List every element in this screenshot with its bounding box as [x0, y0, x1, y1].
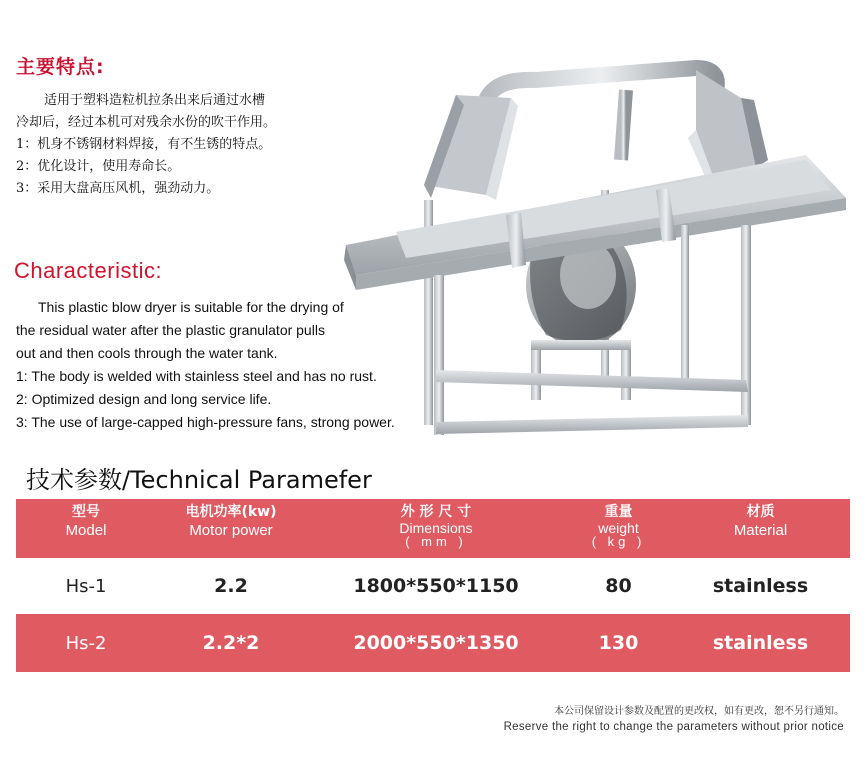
features-en-item-3: 3: The use of large-capped high-pressure fans, strong power.: [16, 414, 395, 430]
spec-table-title: 技术参数/Technical Paramefer: [26, 466, 372, 494]
header-model-cn: 型号: [72, 504, 100, 520]
header-model-en: Model: [65, 522, 107, 539]
header-model: [16, 503, 156, 555]
header-weight-unit: ( kg ): [591, 534, 646, 549]
header-power-en: Motor power: [189, 522, 273, 539]
blow-dryer-machine-photo: [336, 50, 856, 440]
features-en-intro-line-2: the residual water after the plastic granulator pulls: [16, 322, 325, 338]
cell-weight: 130: [598, 632, 639, 654]
cell-dimensions: 2000*550*1350: [353, 632, 519, 654]
features-cn-item-1: 1：机身不锈钢材料焊接，有不生锈的特点。: [16, 137, 272, 152]
header-dimensions: [306, 503, 566, 555]
features-cn-item-2: 2：优化设计，使用寿命长。: [16, 159, 181, 174]
header-material-en: Material: [733, 522, 788, 539]
header-power-cn: 电机功率(kw): [185, 504, 277, 520]
features-en-item-1: 1: The body is welded with stainless steel and has no rust.: [16, 368, 377, 384]
features-cn-title: 主要特点:: [16, 56, 105, 78]
features-cn-item-3: 3：采用大盘高压风机，强劲动力。: [16, 181, 220, 196]
features-cn-intro-line-1: 适用于塑料造粒机拉条出来后通过水槽: [44, 93, 266, 108]
cell-material: stainless: [712, 632, 809, 654]
header-material: [671, 503, 850, 555]
features-en-title: Characteristic:: [14, 258, 163, 283]
footer-note-cn: 本公司保留设计参数及配置的更改权，如有更改，恕不另行通知。: [554, 706, 844, 717]
features-cn-intro-line-2: 冷却后，经过本机可对残余水份的吹干作用。: [16, 115, 277, 130]
cell-weight: 80: [605, 575, 632, 597]
header-weight-cn: 重量: [604, 504, 633, 520]
table-row: [16, 558, 850, 614]
header-weight-en: weight: [598, 520, 639, 536]
header-dimensions-unit: ( mm ): [405, 534, 467, 549]
features-en-item-2: 2: Optimized design and long service life.: [16, 391, 272, 407]
header-power: [156, 503, 306, 555]
header-weight: [566, 503, 671, 555]
features-en-intro-line-1: This plastic blow dryer is suitable for the drying of: [38, 299, 344, 315]
header-material-cn: 材质: [746, 504, 775, 520]
cell-model: Hs-2: [65, 632, 107, 654]
cell-power: 2.2*2: [202, 632, 260, 654]
header-dimensions-cn: 外 形 尺 寸: [400, 504, 472, 520]
table-row: [16, 614, 850, 672]
cell-material: stainless: [712, 575, 809, 597]
header-dimensions-en: Dimensions: [399, 520, 473, 536]
features-en-intro-line-3: out and then cools through the water tank.: [16, 345, 278, 361]
spec-table-header-row: [16, 499, 850, 558]
cell-model: Hs-1: [65, 575, 107, 597]
cell-power: 2.2: [214, 575, 248, 597]
cell-dimensions: 1800*550*1150: [353, 575, 519, 597]
footer-note-en: Reserve the right to change the parameters without prior notice: [503, 721, 844, 733]
